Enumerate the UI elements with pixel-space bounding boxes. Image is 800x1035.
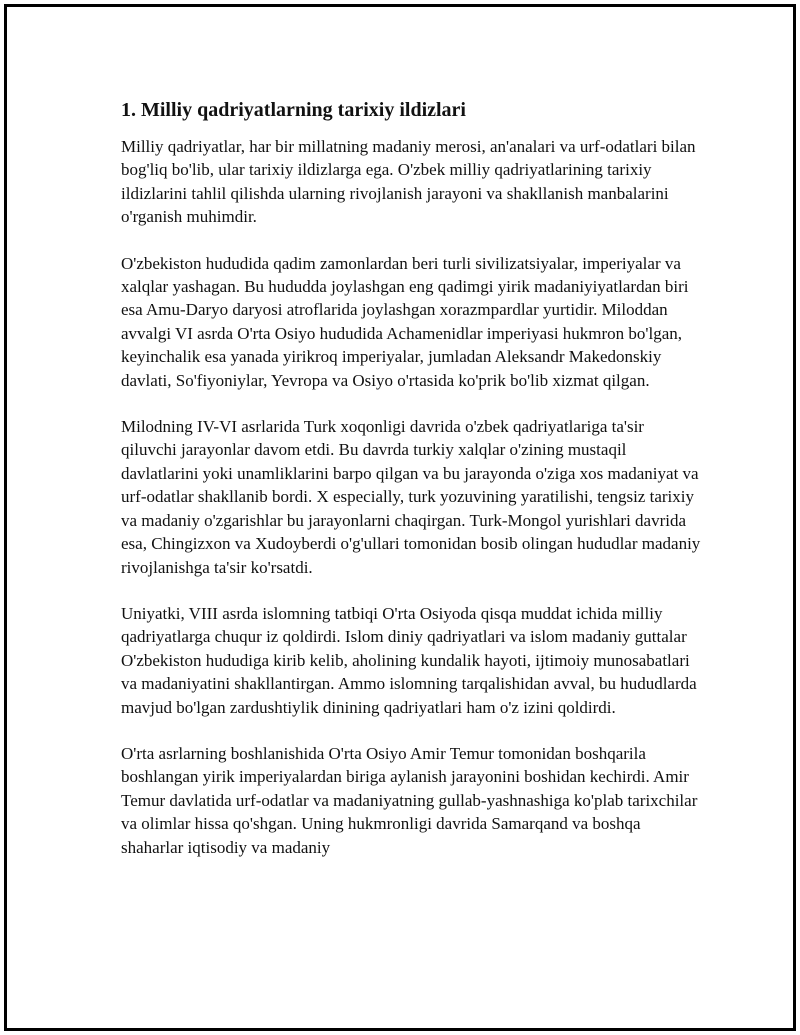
paragraph-4: Uniyatki, VIII asrda islomning tatbiqi O'rta Osiyoda qisqa muddat ichida milliy qadriyatlarga chuqur iz qoldirdi. Islom diniy qadriyatlari va islom madaniy guttalar O'zbekiston hududiga kirib kelib, aholining kundalik hayoti, ijtimoiy munosabatlari va madaniyatini shakllantirgan. Ammo islomning tarqalishidan avval, bu hududlarda mavjud bo'lgan zardushtiylik dinining qadriyatlari ham o'z izini qoldirdi.	[121, 603, 697, 717]
document-content	[121, 95, 701, 882]
page-frame	[4, 4, 796, 1031]
paragraph-2: O'zbekiston hududida qadim zamonlardan beri turli sivilizatsiyalar, imperiyalar va xalqlar yashagan. Bu hududda joylashgan eng qadimgi yirik madaniyiyatlardan biri esa Amu-Daryo daryosi atroflarida joylashgan xorazmpardlar yurtidir. Miloddan avvalgi VI asrda O'rta Osiyo hududida Achamenidlar imperiyasi hukmron bo'lgan, keyinchalik esa yanada yirikroq imperiyalar, jumladan Aleksandr Makedonskiy davlati, So'fiyoniylar, Yevropa va Osiyo o'rtasida ko'prik bo'lib xizmat qilgan.	[121, 253, 689, 390]
paragraph-3: Milodning IV-VI asrlarida Turk xoqonligi davrida o'zbek qadriyatlariga ta'sir qiluvchi jarayonlar davom etdi. Bu davrda turkiy xalqlar o'zining mustaqil davlatlarini yoki unamliklarini barpo qilgan va bu jarayonda o'ziga xos madaniyat va urf-odatlar shakllanib bordi. X especially, turk yozuvining yaratilishi, tengsiz tarixiy va madaniy o'zgarishlar bu jarayonlarni chaqirgan. Turk-Mongol yurishlari davrida esa, Chingizxon va Xudoyberdi o'g'ullari tomonidan bosib olingan hududlar madaniy rivojlanishga ta'sir ko'rsatdi.	[121, 417, 701, 577]
section-heading: 1. Milliy qadriyatlarning tarixiy ildizlari	[121, 99, 466, 121]
paragraph-5: O'rta asrlarning boshlanishida O'rta Osiyo Amir Temur tomonidan boshqarila boshlangan yirik imperiyalardan biriga aylanish jarayonini boshidan kechirdi. Amir Temur davlatida urf-odatlar va madaniyatning gullab-yashnashiga ko'plab tarixchilar va olimlar hissa qo'shgan. Uning hukmronligi davrida Samarqand va boshqa shaharlar iqtisodiy va madaniy	[121, 743, 698, 857]
paragraph-1: Milliy qadriyatlar, har bir millatning madaniy merosi, an'analari va urf-odatlari bilan bog'liq bo'lib, ular tarixiy ildizlarga ega. O'zbek milliy qadriyatlarining tarixiy ildizlarini tahlil qilishda ularning rivojlanish jarayoni va shakllanish manbalarini o'rganish muhimdir.	[121, 137, 696, 227]
